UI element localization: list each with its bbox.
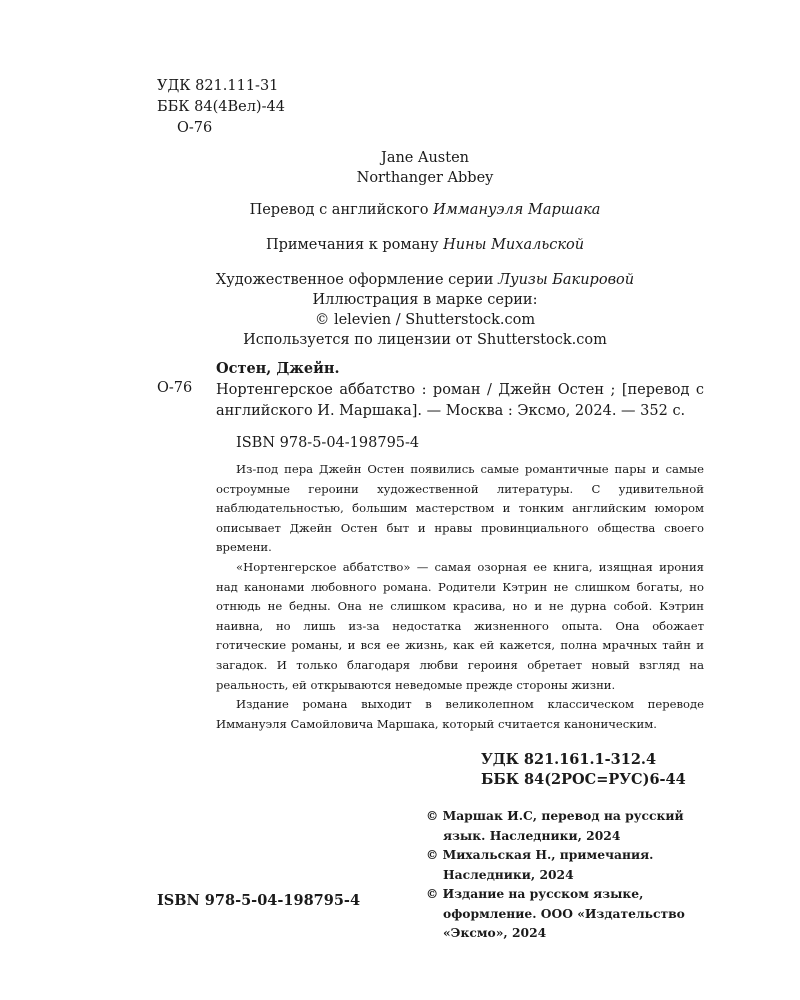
footer-isbn: ISBN 978-5-04-198795-4 — [157, 892, 361, 909]
annotation — [216, 460, 704, 734]
annotation-paragraph-2: «Нортенгерское аббатство» — самая озорная ее книга, изящная ирония над канонами любовного романа. Родители Кэтрин не слишком богаты, но отнюдь не бедны. Она не слишком красива, но и не дурна собой. Кэтрин наивна, но лишь из-за недостатка жизненного опыта. Она обожает готические романы, и вся ее жизнь, как ей кажется, полна мрачных тайн и загадок. И только благодаря любви героиня обретает новый взгляд на реальность, ей открываются неведомые прежде стороны жизни. — [216, 559, 704, 692]
illustration-source: © lelevien / Shutterstock.com — [314, 312, 536, 328]
catalog-isbn: ISBN 978-5-04-198795-4 — [236, 435, 420, 451]
original-author: Jane Austen — [381, 150, 469, 166]
top-classification-codes — [157, 76, 285, 139]
notes-author-name: Нины Михальской — [443, 237, 585, 253]
notes-credit — [0, 235, 800, 255]
design-prefix: Художественное оформление серии — [215, 272, 494, 288]
design-credit — [50, 270, 800, 290]
copyright-translation: © Маршак И.С, перевод на русский язык. Наследники, 2024 — [426, 808, 684, 843]
bottom-classification-codes — [481, 750, 686, 790]
bottom-udk-code: УДК 821.161.1-312.4 — [481, 751, 657, 768]
bbk-code: ББК 84(4Вел)-44 — [157, 99, 285, 115]
annotation-paragraph-1: Из-под пера Джейн Остен появились самые романтичные пары и самые остроумные героини художественной литературы. С удивительной наблюдательностью, большим мастерством и тонким английским юмором описывает Джейн Остен быт и нравы провинциального общества своего времени. — [216, 462, 704, 555]
catalog-description: Нортенгерское аббатство : роман / Джейн Остен ; [перевод с английского И. Маршака]. — Москва : Эксмо, 2024. — 352 с. — [216, 382, 704, 419]
copyright-block — [426, 806, 726, 943]
original-title: Northanger Abbey — [356, 170, 494, 186]
translation-credit — [0, 200, 800, 220]
catalog-author-heading: Остен, Джейн. — [216, 360, 340, 377]
license-line: Используется по лицензии от Shutterstock.com — [243, 332, 607, 348]
udk-code: УДК 821.111-31 — [157, 78, 279, 94]
designer-name: Луизы Бакировой — [498, 272, 635, 288]
bottom-bbk-code: ББК 84(2РОС=РУС)6-44 — [481, 771, 686, 788]
translation-prefix: Перевод с английского — [249, 202, 429, 218]
design-credit-block — [0, 270, 800, 350]
catalog-code: О-76 — [157, 380, 193, 396]
copyright-edition: © Издание на русском языке, оформление. ООО «Издательство «Эксмо», 2024 — [426, 886, 685, 940]
illustration-line: Иллюстрация в марке серии: — [312, 292, 538, 308]
translator-name: Иммануэля Маршака — [433, 202, 601, 218]
annotation-paragraph-3: Издание романа выходит в великолепном классическом переводе Иммануэля Самойловича Маршака, который считается каноническим. — [216, 697, 704, 731]
copyright-notes: © Михальская Н., примечания. Наследники, 2024 — [426, 847, 654, 882]
author-mark: О-76 — [177, 120, 213, 136]
original-title-block — [0, 148, 800, 188]
notes-prefix: Примечания к роману — [265, 237, 439, 253]
